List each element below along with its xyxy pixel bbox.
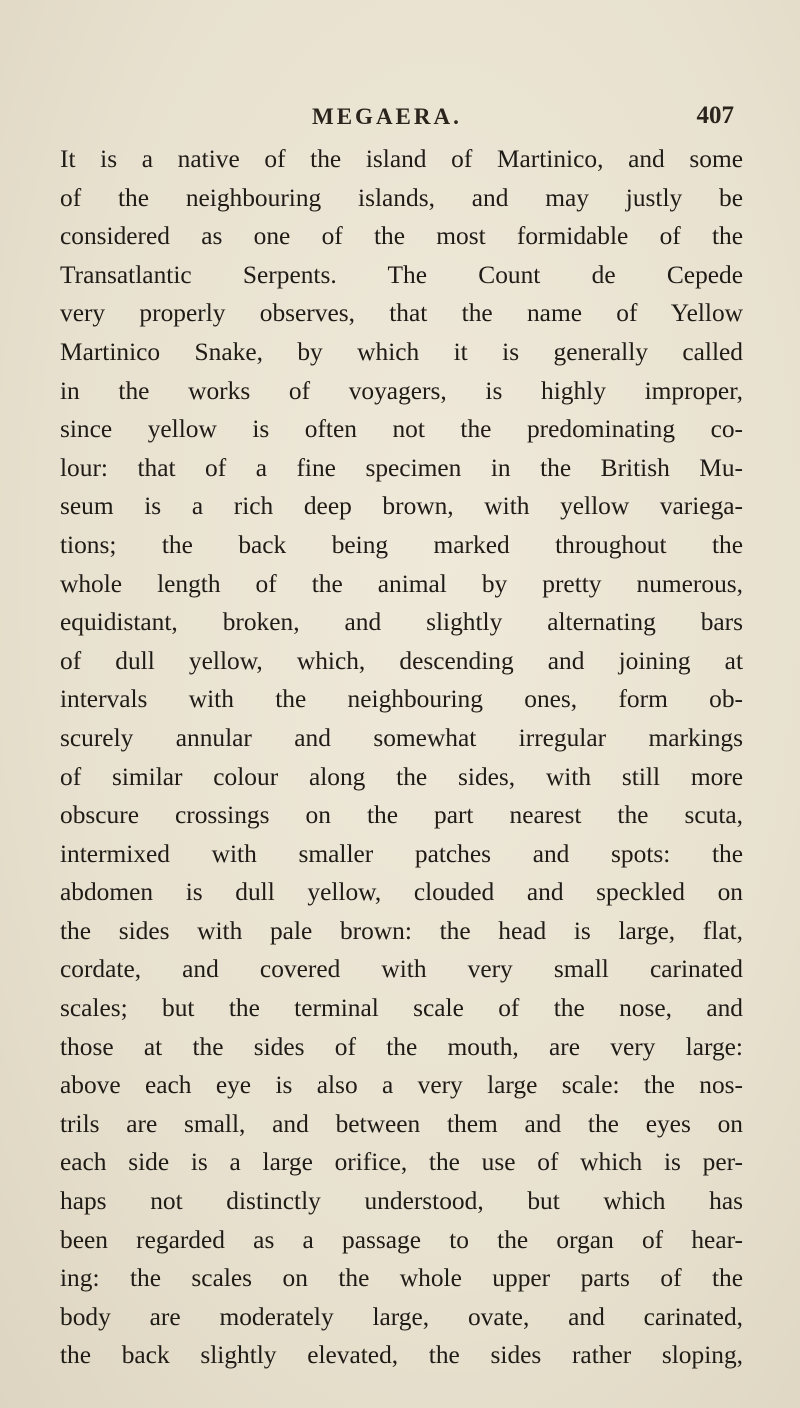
text-line: whole length of the animal by pretty numerous, — [60, 569, 743, 598]
text-line: since yellow is often not the predominating co- — [60, 415, 743, 444]
text-line: considered as one of the most formidable of the — [60, 222, 743, 251]
text-line: very properly observes, that the name of Yellow — [60, 299, 743, 328]
text-line: haps not distinctly understood, but which has — [60, 1187, 743, 1216]
text-line: abdomen is dull yellow, clouded and speckled on — [60, 878, 743, 907]
text-line: above each eye is also a very large scale: the nos- — [60, 1071, 743, 1100]
text-line: cordate, and covered with very small carinated — [60, 955, 743, 984]
text-line: lour: that of a fine specimen in the British Mu- — [60, 453, 743, 482]
text-line: seum is a rich deep brown, with yellow variega- — [60, 492, 743, 521]
text-line: of the neighbouring islands, and may justly be — [60, 183, 743, 212]
text-line: trils are small, and between them and the eyes on — [60, 1109, 743, 1138]
page-header — [60, 100, 740, 140]
text-line: scurely annular and somewhat irregular markings — [60, 723, 743, 752]
text-line: tions; the back being marked throughout the — [60, 530, 743, 559]
text-line: of dull yellow, which, descending and joining at — [60, 646, 743, 675]
text-line: Martinico Snake, by which it is generally called — [60, 337, 743, 366]
body-paragraph — [60, 140, 743, 1375]
text-line: each side is a large orifice, the use of which is per- — [60, 1148, 743, 1177]
text-line: equidistant, broken, and slightly alternating bars — [60, 608, 743, 637]
text-line: the back slightly elevated, the sides rather sloping, — [60, 1341, 743, 1370]
text-line: in the works of voyagers, is highly improper, — [60, 376, 743, 405]
page-number: 407 — [696, 102, 734, 129]
text-line: It is a native of the island of Martinico, and some — [60, 145, 743, 173]
text-line: those at the sides of the mouth, are very large: — [60, 1032, 743, 1061]
text-line: intervals with the neighbouring ones, form ob- — [60, 685, 743, 714]
text-line: Transatlantic Serpents. The Count de Cepede — [60, 260, 743, 289]
text-line: the sides with pale brown: the head is large, flat, — [60, 916, 743, 945]
text-line: of similar colour along the sides, with still more — [60, 762, 743, 791]
text-line: been regarded as a passage to the organ of hear- — [60, 1225, 743, 1254]
running-head: MEGAERA. — [312, 104, 462, 129]
text-line: scales; but the terminal scale of the nose, and — [60, 994, 743, 1023]
text-line: ing: the scales on the whole upper parts of the — [60, 1264, 743, 1293]
text-line: intermixed with smaller patches and spots: the — [60, 839, 743, 868]
text-line: body are moderately large, ovate, and carinated, — [60, 1302, 743, 1331]
text-line: obscure crossings on the part nearest the scuta, — [60, 801, 743, 830]
